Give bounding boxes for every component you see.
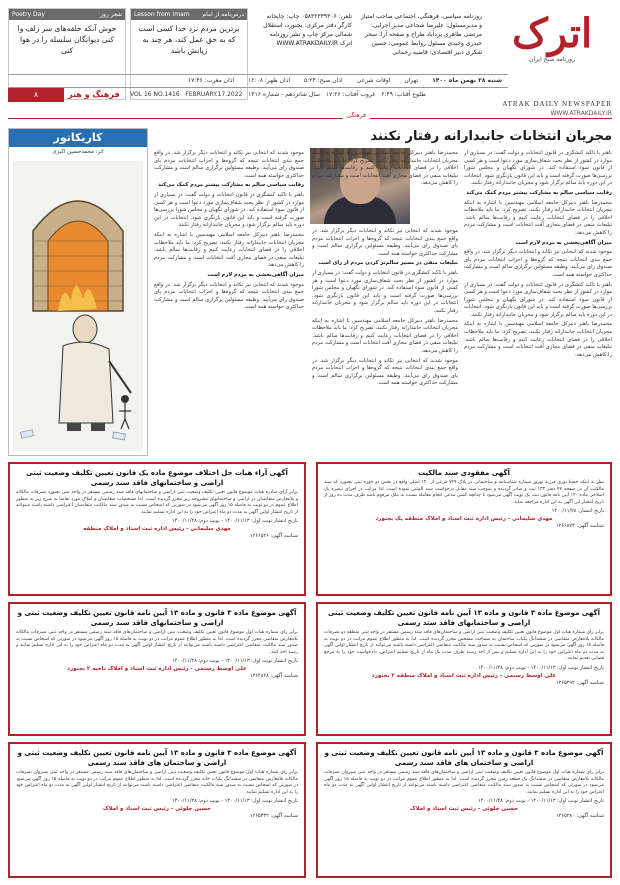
ad-date: تاریخ انتشار نوبت اول: ۱۴۰۰/۱۱/۱۳ - نوبت دوم: ۱۴۰۰/۱۱/۲۸ [172, 518, 298, 525]
prayer-time: اذان صبح: ۵:۲۴ [303, 77, 343, 84]
cartoon-drawing [13, 161, 143, 451]
section-label: فرهنگی [343, 112, 370, 119]
article-paragraph: باهنر با تاکید کنشگری در قانون انتخابات و دولت گفت: در بسیاری از موارد در کشور از نظر بحث شفاف‌سازی مورد دعوا است و هر کسی از قانون سوء استفاده کند. در شورای نگهبان و مجلس شورا بررسی‌ها صورت گرفته است و باید این قانون بازنگری شود. انتخابات در این دوره باید سالم برگزار شود و مجریان جانبدارانه رفتار نکنند. [154, 191, 304, 229]
ad-signature: حسین چلوئی - رئیس ثبت اسناد و املاک [102, 806, 212, 813]
ad-code: شناسه آگهی: ۱۲۶۵۲۸۰ [555, 813, 604, 820]
article-paragraph: موجود شدند که انتخابی نیز تکاند و انتخابات دیگر برگزار شد. در واقع جمع بندی انتخابات نتیجه که گروه‌ها و احزاب انتخابات مردم پای صندوق رای می‌آیند. وظیفه مسئولین برگزاری سالم است و مشارکت حداکثری خواسته همه است. [312, 357, 458, 387]
quote-head-fa: درس‌نامه از امام [202, 11, 244, 18]
ad-body: نظر به اینکه حسنا نوری فرزند بهروز شماره شناسنامه و ساختمانی در پلاک ۷۴۹ فرعی از ۱۲۰ اصلی واقع در بخش دو حوزه ثبتی بجنورد که سند مالکیت آن در صفحه ۴۷ دفتر ۱۳۳ ثبت و صادر گردیده و بموجب سند مقابل درخواست سند المثنی نموده است. لذا مراتب در اجرای تبصره یک اصلاحی ماده ۱۲۰ آیین نامه قانون ثبت یک نوبت آگهی می‌شود تا چنانچه کسی مدعی انجام معامله نسبت به ملک مرقوم باشد ظرف مدت ده روز از تاریخ انتشار این آگهی به این اداره مراجعه نماید. [324, 480, 604, 505]
issue-number: سال شانزدهم - شماره ۱۴۱۶ [248, 91, 321, 98]
sunset-time: غروب آفتاب: ۱۷:۲۶ [325, 91, 376, 98]
ad-box [8, 602, 306, 736]
ad-code: شناسه آگهی: ۱۲۶۶۵۲۶ [249, 533, 298, 540]
article-subheading: تبلیغات منفی در مسیر سالم‌تر کردن مردم از رای است [318, 260, 458, 267]
ad-title: آگهی مفقودی سند مالکیت [417, 469, 510, 477]
ad-box [8, 742, 306, 878]
ad-date: تاریخ انتشار نوبت اول: ۱۴۰۰/۱۱/۱۳ - نوبت دوم: ۱۴۰۰/۱۱/۲۸ [172, 658, 298, 665]
page-number-badge [8, 88, 64, 102]
prayer-time: اذان ظهر: ۱۲:۰۸ [248, 77, 291, 84]
ad-title: آگهی موضوع ماده ۳ قانون و ماده ۱۳ آیین نامه قانون تعیین تکلیف وضعیت ثبتی و اراضی و ساختمانهای فاقد سند رسمی [17, 609, 297, 627]
article-column-1 [464, 150, 612, 450]
quote-head-fa: شعر روز [100, 11, 122, 18]
ad-title: آگهی آراء هیات حل اختلاف موضوع ماده یک قانون تعیین تکلیف وضعیت ثبتی اراضی و ساختمانهای فاقد سند رسمی [26, 469, 288, 487]
masthead [0, 0, 620, 128]
quote-text: برترین مردم نزد خدا کسی است که به حق عمل کند، هر چند به زیانش باشد [138, 24, 240, 55]
article-paragraph: باهنر با تاکید کنشگری در قانون انتخابات و دولت گفت: در بسیاری از موارد در کشور از نظر بحث شفاف‌سازی مورد دعوا است و هر کسی از قانون سوء استفاده کند. در شورای نگهبان و مجلس شورا بررسی‌ها صورت گرفته است و باید این قانون بازنگری شود. انتخابات در این دوره باید سالم برگزار شود و مجریان جانبدارانه رفتار نکنند. [464, 281, 612, 318]
cartoon-author: اثر: محمدحسین اکبری [52, 149, 104, 155]
ad-signature: مهدی سلیمانی - رئیس اداره ثبت اسناد و املاک منطقه یک بجنورد [375, 516, 553, 523]
ad-body: برابر رای شماره هیات اول موضوع قانون تعیین تکلیف وضعیت ثبتی اراضی و ساختمان‌های فاقد سند رسمی مستقر در واحد ثبتی شیروان تصرفات مالکانه بلامعارض متقاضی در ششدانگ یکباب خانه محرز گردیده است. لذا به منظور اطلاع عموم مراتب در دو نوبت به فاصله ۱۵ روز آگهی می‌شود در صورتی که اشخاص نسبت به صدور سند مالکیت متقاضی اعتراضی داشته باشند می‌توانند از تاریخ انتشار اولین آگهی به مدت دو ماه اعتراض خود را به این اداره تسلیم نمایند. [16, 770, 298, 795]
ad-signature: حسین چلوئی - رئیس ثبت اسناد و املاک [409, 806, 519, 813]
ad-box [316, 742, 612, 878]
ad-code: شناسه آگهی: ۱۲۶۵۳۳۲ [249, 813, 298, 820]
ad-signature: مهدی سلیمانی - رئیس اداره ثبت اسناد و املاک منطقه [83, 526, 231, 533]
article-subheading: میزان آگاهی‌بخشی به مردم لازم است [207, 271, 304, 278]
site-url[interactable]: WWW.ATRAKDAILY.IR [550, 110, 612, 117]
logo-subtitle: روزنامه صبح ایران [529, 56, 575, 63]
quote-text: خوش آنکه حلقه‌های سر زلف وا کنی دیوانگان سلسله را در هوا کنی [17, 24, 117, 55]
article-column-3 [154, 150, 304, 450]
article-paragraph: باهنر با تاکید کنشگری در قانون انتخابات و دولت گفت: در بسیاری از موارد در کشور از نظر بحث شفاف‌سازی مورد دعوا است و هر کسی از قانون سوء استفاده کند. در شورای نگهبان و مجلس شورا بررسی‌ها صورت گرفته است و باید این قانون بازنگری شود. انتخابات در این دوره باید سالم برگزار شود و مجریان جانبدارانه رفتار نکنند. [312, 269, 458, 314]
article-headline[interactable]: مجریان انتخابات جانبدارانه رفتار نکنند [370, 129, 612, 144]
article-subheading: میزان آگاهی‌بخشی به مردم لازم است [515, 239, 612, 246]
article-paragraph: محمدرضا باهنر دبیرکل جامعه اسلامی مهندسین با اشاره به اینکه مجریان انتخابات جانبدارانه رفتار نکنند، تصریح کرد: ما باید ملاحظات اخلاقی را در فضای انتخابات رعایت کنیم و رقابت‌ها سالم باشد. تبلیغات منفی در فضای مجازی آفت انتخابات است و مشارکت مردم را کاهش می‌دهد. [312, 150, 458, 187]
prayer-label: اوقات شرعی [356, 77, 391, 84]
ad-body: برابر آرای صادره هیات موضوع قانون تعیین تکلیف وضعیت ثبتی اراضی و ساختمانهای فاقد سند رسمی مستقر در واحد ثبتی بجنورد تصرفات مالکانه و بلامعارض متقاضیان در اراضی و ساختمانهای مشروحه زیر محرز گردیده است. لذا مشخصات متقاضیان و املاک مورد تقاضا به شرح زیر به منظور اطلاع عموم در دو نوبت به فاصله ۱۵ روز آگهی می‌شود در صورتی که اشخاص نسبت به صدور سند مالکیت متقاضیان اعتراضی داشته باشند میتوانند از تاریخ انتشار اولین آگهی به مدت دو ماه اعتراض خود را به این اداره تسلیم نمایند. [16, 490, 298, 515]
ad-box [316, 602, 612, 736]
edition-line [130, 88, 460, 102]
article-subheading: رقابت سیاسی سالم به مشارکت بیشتر مردم کمک می‌کند [158, 182, 304, 189]
ad-code: شناسه آگهی: ۱۲۶۵۲۹۲ [555, 679, 604, 686]
article-paragraph: موجود شدند که انتخابی نیز تکاند و انتخابات دیگر برگزار شد. در واقع جمع بندی انتخابات نتیجه که گروه‌ها و احزاب انتخابات مردم پای صندوق رای می‌آیند. وظیفه مسئولین برگزاری سالم است و مشارکت حداکثری خواسته همه است. [312, 228, 458, 257]
article-column-2 [312, 228, 458, 450]
quote-head-en: Poetry Day [12, 11, 45, 18]
ad-code: شناسه آگهی: ۱۲۶۴۸۲۸ [249, 673, 298, 680]
ad-signature: علی اوسط رستمی - رئیس اداره ثبت اسناد و املاک ناحیه ۲ بجنورد [67, 666, 247, 673]
article-paragraph: محمدرضا باهنر دبیرکل جامعه اسلامی مهندسین با اشاره به اینکه مجریان انتخابات جانبدارانه رفتار نکنند، تصریح کرد: ما باید ملاحظات اخلاقی را در فضای انتخابات رعایت کنیم و رقابت‌ها سالم باشد. تبلیغات منفی در فضای مجازی آفت انتخابات است و مشارکت مردم را کاهش می‌دهد. [464, 321, 612, 358]
section-divider [8, 118, 612, 126]
article-paragraph: موجود شدند که انتخابی نیز تکاند و انتخابات دیگر برگزار شد. در واقع جمع بندی انتخابات نتیجه که گروه‌ها و احزاب انتخابات مردم پای صندوق رای می‌آیند. وظیفه مسئولین برگزاری سالم است و مشارکت حداکثری خواسته همه است. [154, 281, 304, 311]
dateline [8, 74, 508, 88]
article-paragraph: محمدرضا باهنر دبیرکل جامعه اسلامی مهندسین با اشاره به اینکه مجریان انتخابات جانبدارانه رفتار نکنند، تصریح کرد: ما باید ملاحظات اخلاقی را در فضای انتخابات رعایت کنیم و رقابت‌ها سالم باشد. تبلیغات منفی در فضای مجازی آفت انتخابات است و مشارکت مردم را کاهش می‌دهد. [154, 231, 304, 269]
article-paragraph: موجود شدند که انتخابی نیز تکاند و انتخابات دیگر برگزار شد. در واقع جمع بندی انتخابات نتیجه که گروه‌ها و احزاب انتخابات مردم پای صندوق رای می‌آیند. وظیفه مسئولین برگزاری سالم است و مشارکت حداکثری خواسته همه است. [154, 150, 304, 179]
section-title: فرهنگ و هنر [68, 90, 120, 99]
ad-body: برابر رای شماره هیات اول موضوع قانون تعیین تکلیف وضعیت ثبتی اراضی و ساختمان‌های فاقد سند رسمی مستقر در واحد ثبتی تصرفات مالکانه بلامعارض متقاضی محرز گردیده است. لذا به منظور اطلاع عموم مراتب در دو نوبت به فاصله ۱۵ روز آگهی می‌شود در صورتی که اشخاص نسبت به صدور سند مالکیت متقاضی اعتراضی داشته باشند می‌توانند از تاریخ انتشار اولین آگهی به مدت دو ماه اعتراض خود را به این اداره تسلیم نمایند و رسید اخذ کنند. [16, 630, 298, 655]
ad-title: آگهی موضوع ماده ۳ قانون و ماده ۱۳ آیین نامه قانون تعیین تکلیف وضعیت ثبتی و اراضی و ساختمان های فاقد سند رسمی [324, 749, 604, 767]
ad-body: برابر رای شماره هیات اول موضوع قانون تعیین تکلیف وضعیت ثبتی اراضی و ساختمان‌های فاقد سند رسمی مستقر در واحد ثبتی منطقه دو تصرفات مالکانه بلامعارض متقاضی در ششدانگ یکباب ساختمان به مساحت مشخص محرز گردیده است. لذا به منظور اطلاع عموم مراتب در دو نوبت به فاصله ۱۵ روز آگهی می‌شود در صورتی که اشخاص نسبت به صدور سند مالکیت متقاضی اعتراضی داشته باشند می‌توانند از تاریخ انتشار اولین آگهی به مدت دو ماه اعتراض خود را به این اداره تسلیم و پس از اخذ رسید ظرف مدت یک ماه از تاریخ تسلیم اعتراض، دادخواست خود را به مرجع قضایی تقدیم نمایند. [324, 630, 604, 662]
volume: VOL 16 NO.1416 [130, 91, 180, 98]
logo-english: ATRAK DAILY NEWSPAPER [502, 100, 612, 108]
article-column-2-top [312, 150, 458, 226]
ad-code: شناسه آگهی: ۱۲۶۶۸۷۴ [555, 523, 604, 530]
page-number: ۸ [33, 90, 39, 99]
article-paragraph: موجود شدند که انتخابی نیز تکاند و انتخابات دیگر برگزار شد. در واقع جمع بندی انتخابات نتیجه که گروه‌ها و احزاب انتخابات مردم پای صندوق رای می‌آیند. وظیفه مسئولین برگزاری سالم است و مشارکت حداکثری خواسته همه است. [464, 249, 612, 278]
ad-title: آگهی موضوع ماده ۳ قانون و ماده ۱۳ آیین نامه قانون تعیین تکلیف وضعیت ثبتی و اراضی و ساختمان های فاقد سند رسمی [17, 749, 297, 767]
cartoon-title: کاریکاتور [9, 129, 147, 147]
ad-date: تاریخ انتشار نوبت اول: ۱۴۰۰/۱۱/۱۳ - نوبت دوم: ۱۴۰۰/۱۱/۲۸ [478, 664, 604, 671]
article-paragraph: محمدرضا باهنر دبیرکل جامعه اسلامی مهندسین با اشاره به اینکه مجریان انتخابات جانبدارانه رفتار نکنند، تصریح کرد: ما باید ملاحظات اخلاقی را در فضای انتخابات رعایت کنیم و رقابت‌ها سالم باشد. تبلیغات منفی در فضای مجازی آفت انتخابات است و مشارکت مردم را کاهش می‌دهد. [464, 199, 612, 236]
date-fa: شنبه ۲۸ بهمن ماه ۱۴۰۰ [432, 77, 502, 84]
masthead-contact: تلفن: ۰۵۸۳۲۳۳۹۳۰۶ چاپ: چاپخانه کارگر دفتر مرکزی: بجنورد، استقلال شمالی مرکز چاپ و نشر روزنامه اترک WWW.ATRAKDAILY.IR [263, 13, 352, 47]
ad-signature: علی اوسط رستمی - رئیس اداره ثبت اسناد و املاک منطقه ۲ بجنورد [371, 672, 557, 679]
ad-box [316, 462, 612, 596]
quote-head-en: Lesson from Imam [134, 11, 190, 18]
ad-box [8, 462, 306, 596]
city: تهران [404, 77, 419, 84]
cartoon-illustration [13, 161, 143, 451]
article-paragraph: محمدرضا باهنر دبیرکل جامعه اسلامی مهندسین با اشاره به اینکه مجریان انتخابات جانبدارانه رفتار نکنند، تصریح کرد: ما باید ملاحظات اخلاقی را در فضای انتخابات رعایت کنیم و رقابت‌ها سالم باشد. تبلیغات منفی در فضای مجازی آفت انتخابات است و مشارکت مردم را کاهش می‌دهد. [312, 317, 458, 354]
newspaper-logo [492, 8, 612, 94]
logo-title: اترک [511, 10, 593, 57]
date-en: FEBRUARY.17.2022 [185, 91, 243, 98]
ad-date: تاریخ انتشار: ۱۴۰۰/۱۱/۲۸ [551, 508, 604, 515]
ad-date: تاریخ انتشار نوبت اول: ۱۴۰۰/۱۱/۱۳ - نوبت دوم: ۱۴۰۰/۱۱/۲۸ [478, 798, 604, 805]
article-paragraph: باهنر با تاکید کنشگری در قانون انتخابات و دولت گفت: در بسیاری از موارد در کشور از نظر بحث شفاف‌سازی مورد دعوا است و هر کسی از قانون سوء استفاده کند. در شورای نگهبان و مجلس شورا بررسی‌ها صورت گرفته است و باید این قانون بازنگری شود. انتخابات در این دوره باید سالم برگزار شود و مجریان جانبدارانه رفتار نکنند. [464, 150, 612, 187]
ad-date: تاریخ انتشار نوبت اول: ۱۴۰۰/۱۱/۱۳ - نوبت دوم: ۱۴۰۰/۱۱/۲۸ [172, 798, 298, 805]
article-subheading: رقابت سیاسی سالم به مشارکت بیشتر مردم کمک می‌کند [466, 189, 612, 196]
cartoon-box [8, 128, 148, 456]
masthead-description: روزنامه سیاسی، فرهنگی، اجتماعی صاحب امتیاز و مدیرمسئول: علیرضا شجاعی مدیر اجرایی: مرتضی طاهری یزدآباد طراح و صفحه آرا: سحر حیدری وحیدی مسئول روابط عمومی: حسین شکری دبیر اقتصادی: قاضیه رحمانی [360, 13, 482, 56]
prayer-time: اذان مغرب: ۱۷:۴۶ [187, 77, 235, 84]
ad-body: برابر رای شماره هیات اول موضوع قانون تعیین تکلیف وضعیت ثبتی اراضی و ساختمان‌های فاقد سند رسمی مستقر در واحد ثبتی شیروان تصرفات مالکانه بلامعارض متقاضی در ششدانگ یک قطعه زمین محرز گردیده است. لذا به منظور اطلاع عموم مراتب در دو نوبت به فاصله ۱۵ روز آگهی می‌شود در صورتی که اشخاص نسبت به صدور سند مالکیت متقاضی اعتراضی داشته باشند می‌توانند از تاریخ انتشار اولین آگهی به مدت دو ماه اعتراض خود را به این اداره تسلیم نمایند. [324, 770, 604, 795]
sunrise-time: طلوع آفتاب: ۶:۴۹ [381, 91, 426, 98]
ad-title: آگهی موضوع ماده ۳ قانون و ماده ۱۳ آیین نامه قانون تعیین تکلیف وضعیت ثبتی اراضی و ساختمانهای فاقد سند رسمی [327, 609, 601, 627]
